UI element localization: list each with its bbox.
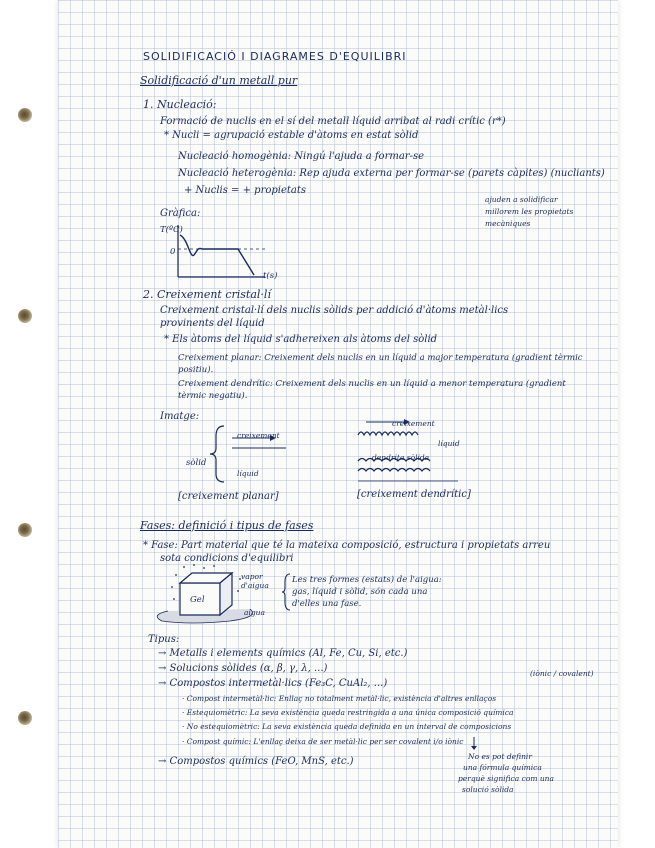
text-line: Creixement cristal·lí dels nuclis sòlids per addició d'àtoms metàl·lics xyxy=(160,305,509,316)
punch-hole xyxy=(18,711,32,725)
side-note: No es pot definir xyxy=(468,752,532,761)
images-label: Imatge: xyxy=(160,411,200,422)
text-line: Nucleació heterogènia: Rep ajuda externa per formar-se (parets càpites) (nucliants) xyxy=(178,168,605,179)
label-growth: creixement xyxy=(237,431,280,440)
axis-label-x: t(s) xyxy=(263,271,278,281)
heading-creixement: 2. Creixement cristal·lí xyxy=(143,288,271,301)
caption-planar: [creixement planar] xyxy=(178,491,279,502)
side-note: solució sòlida xyxy=(462,785,514,794)
heading-nucleacio: 1. Nucleació: xyxy=(143,98,217,111)
punch-hole xyxy=(18,523,32,537)
text-line: gas, líquid i sòlid, són cada una xyxy=(292,587,428,597)
brace xyxy=(282,572,292,612)
text-line: * Els àtoms del líquid s'adhereixen als àtoms del sòlid xyxy=(164,334,438,345)
list-item: → Solucions sòlides (α, β, γ, λ, ...) xyxy=(158,663,328,674)
list-bullet: · No estequiomètric: La seva existència queda definida en un interval de composicions xyxy=(182,722,512,731)
side-note: perquè significa com una xyxy=(458,774,554,783)
text-dendritic: Creixement dendrític: Creixement dels nuclis en un líquid a menor temperatura (gradient tèrmic negatiu). xyxy=(178,379,566,401)
label-solid: sòlid xyxy=(186,458,207,468)
list-bullet: · Compost químic: L'enllaç deixa de ser metàl·lic per ser covalent i/o iònic xyxy=(182,737,464,746)
text-line: * Fase: Part material que té la mateixa composició, estructura i propietats arreu xyxy=(143,540,551,551)
list-item: → Compostos intermetàl·lics (Fe₃C, CuAl₂, ...) xyxy=(158,678,388,689)
label-liquid: líquid xyxy=(438,439,460,448)
label-liquid: líquid xyxy=(237,469,259,478)
arrow-down-icon xyxy=(470,737,478,751)
label-dendrite: dendrita sòlida xyxy=(372,453,430,462)
side-note-ionic: (iònic / covalent) xyxy=(530,669,594,678)
side-note: ajuden a solidificar millorem les propietats mecàniques xyxy=(485,195,574,228)
list-item: → Compostos químics (FeO, MnS, etc.) xyxy=(158,756,354,767)
text-line: Les tres formes (estats) de l'aigua: xyxy=(292,575,442,585)
axis-label-y: T(ºC) xyxy=(160,225,183,235)
text-line: + Nuclis = + propietats xyxy=(184,185,307,196)
list-item: → Metalls i elements químics (Al, Fe, Cu, Si, etc.) xyxy=(158,648,408,659)
cooling-curve-graph xyxy=(170,225,270,280)
text-line: sota condicions d'equilibri xyxy=(160,553,294,564)
list-bullet: · Estequiomètric: La seva existència queda restringida a una única composició química xyxy=(182,708,514,717)
graph-label: Gràfica: xyxy=(160,208,201,219)
axis-zero: 0 xyxy=(170,247,176,257)
label-gel: Gel xyxy=(190,595,205,605)
list-bullet: · Compost intermetàl·lic: Enllaç no totalment metàl·lic, existència d'altres enllaços xyxy=(182,694,497,703)
text-line: * Nucli = agrupació estable d'àtoms en estat sòlid xyxy=(164,130,419,141)
text-line: d'elles una fase. xyxy=(292,599,362,609)
tipus-label: Tipus: xyxy=(148,634,180,645)
page-title: SOLIDIFICACIÓ I DIAGRAMES D'EQUILIBRI xyxy=(143,50,407,63)
text-line: provinents del líquid xyxy=(160,318,265,329)
label-aigua: aigua xyxy=(244,608,265,617)
label-vapor: vapor d'aigua xyxy=(241,572,269,590)
punch-hole xyxy=(18,309,32,323)
caption-dendritic: [creixement dendrític] xyxy=(357,489,471,500)
text-line: Formació de nuclis en el sí del metall líquid arribat al radi crític (r*) xyxy=(160,116,506,127)
label-growth: creixement xyxy=(392,419,435,428)
punch-hole xyxy=(18,108,32,122)
side-note: una fórmula química xyxy=(463,763,542,772)
text-line: Nucleació homogènia: Ningú l'ajuda a formar-se xyxy=(178,151,424,162)
section-subtitle: Solidificació d'un metall pur xyxy=(140,74,298,87)
heading-fases: Fases: definició i tipus de fases xyxy=(140,519,314,532)
text-planar: Creixement planar: Creixement dels nuclis en un líquid a major temperatura (gradient tèrmic positiu). xyxy=(178,353,583,375)
